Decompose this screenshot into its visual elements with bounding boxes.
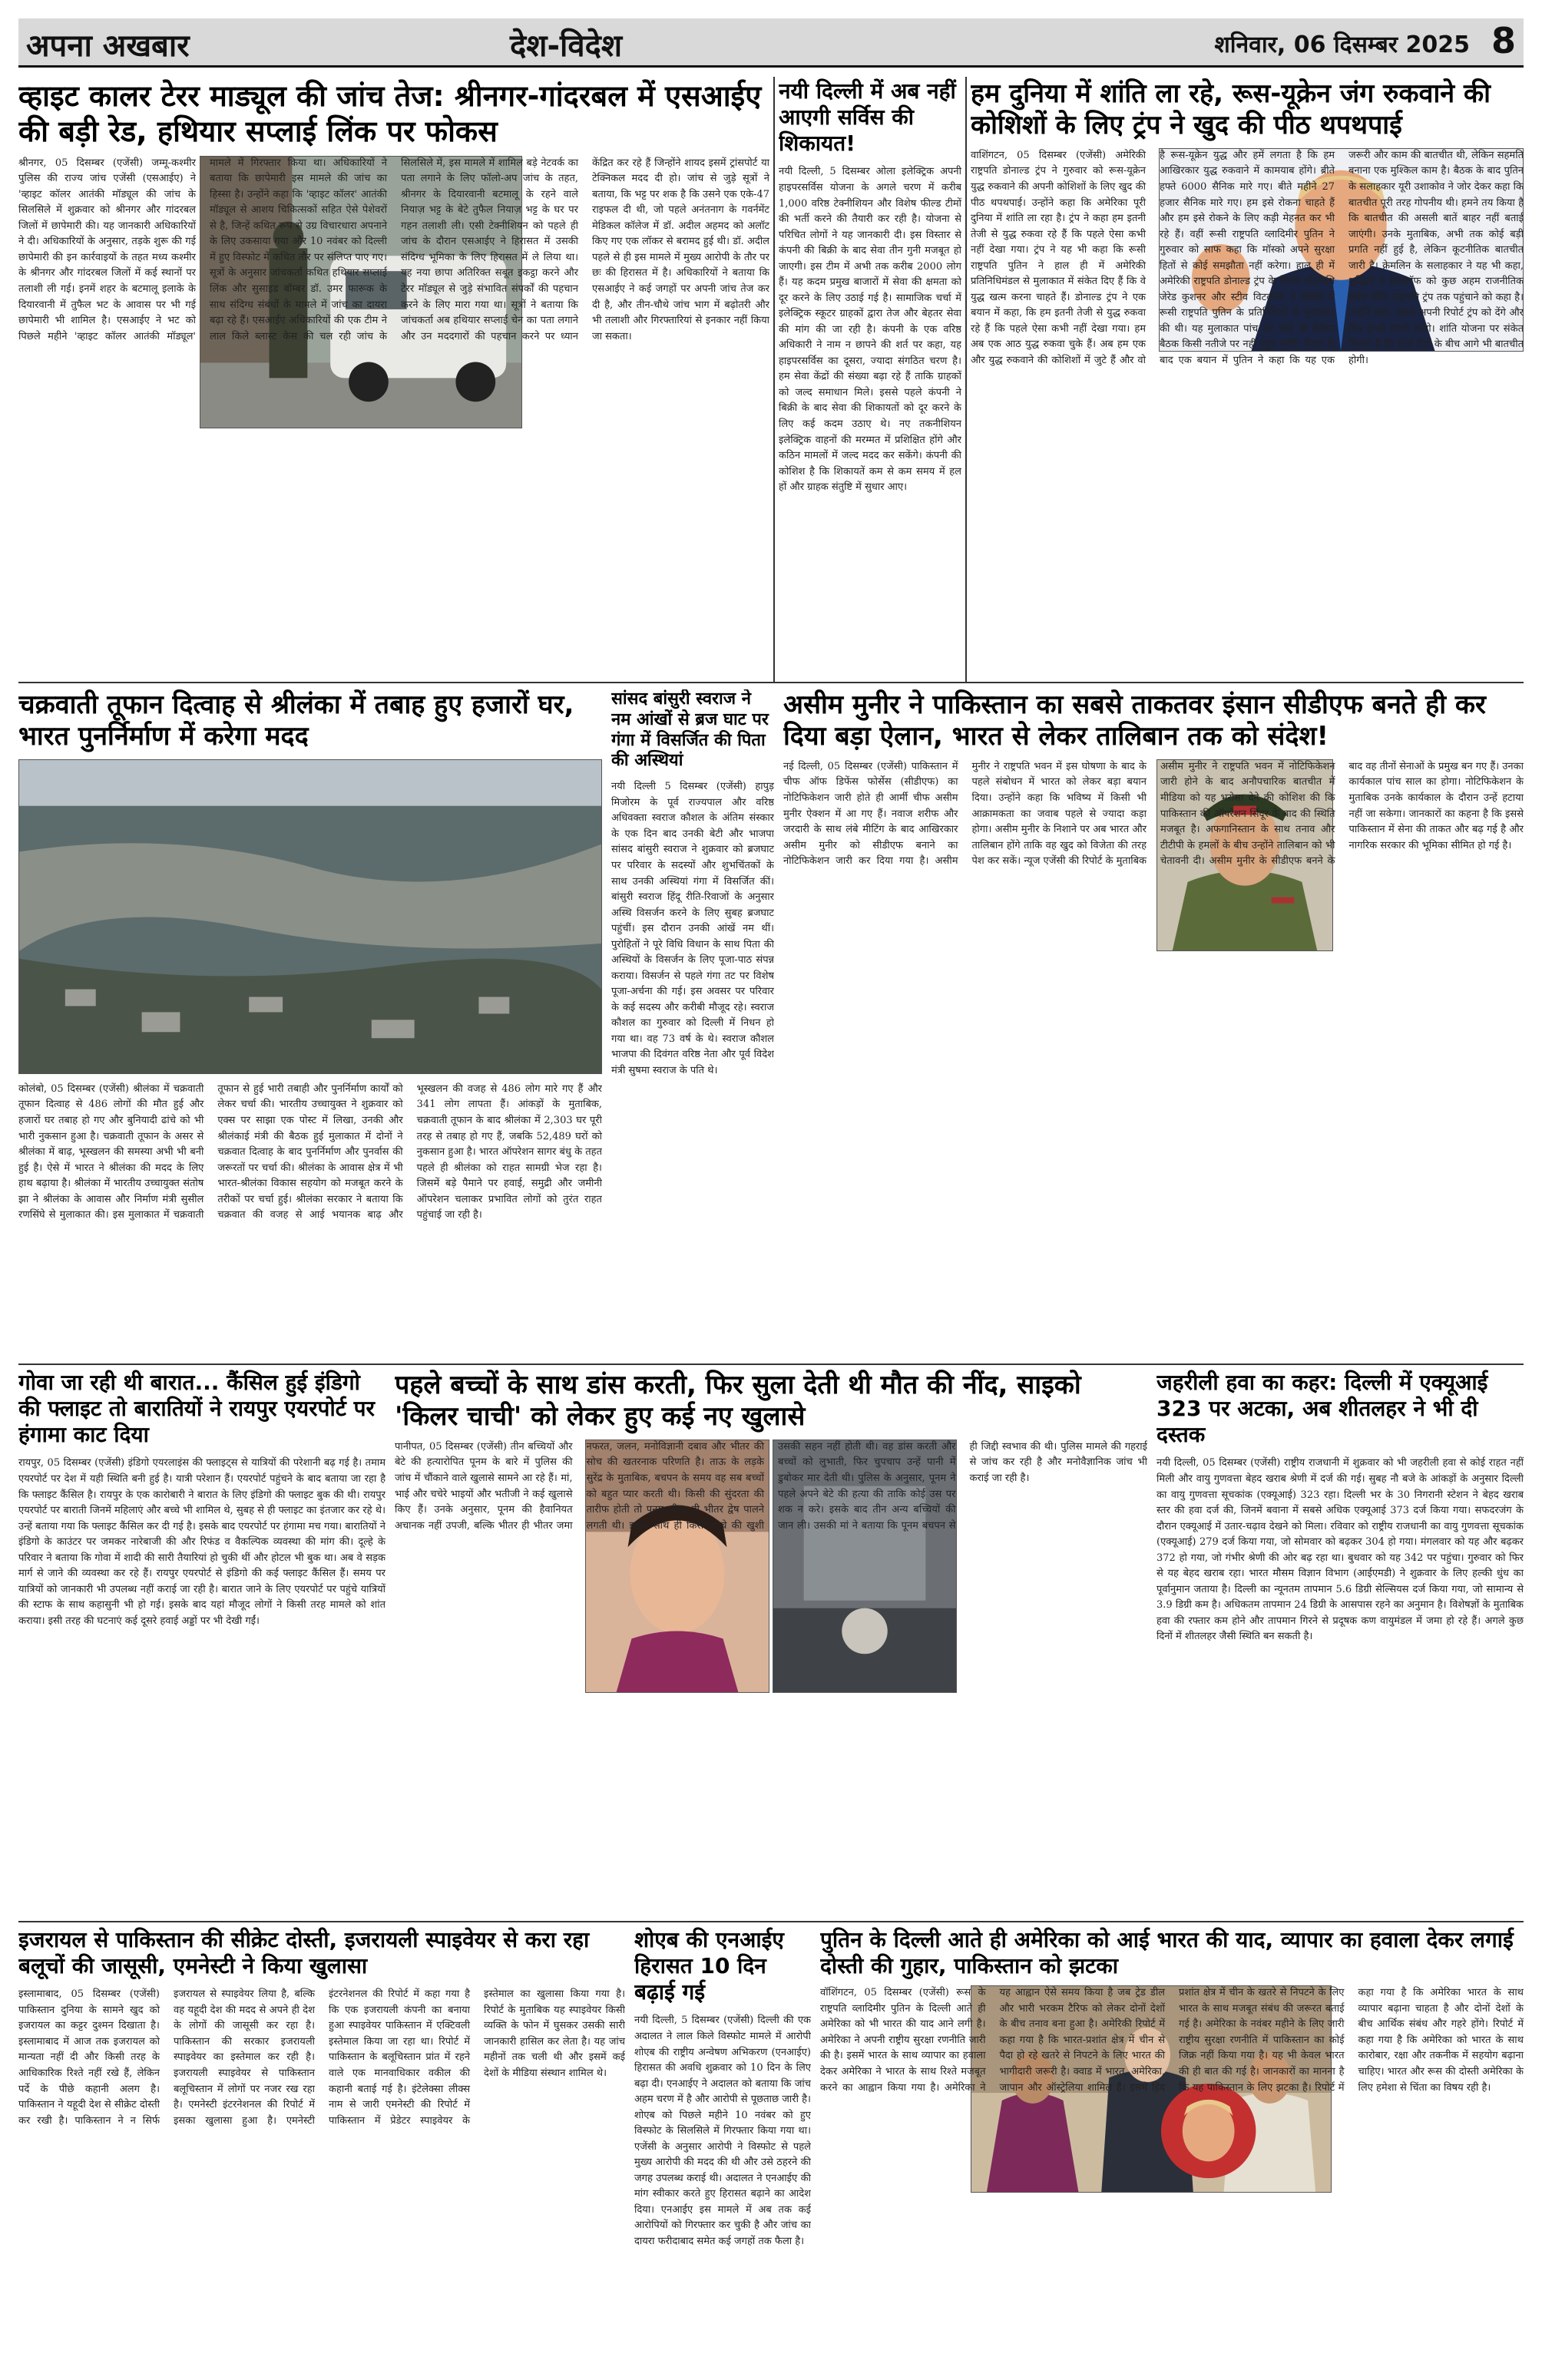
- story-srinagar-raid: [18, 78, 769, 677]
- divider: [773, 77, 775, 682]
- headline: नयी दिल्ली में अब नहीं आएगी सर्विस की शिकायत!: [779, 78, 956, 157]
- story-nia-custody: [634, 1927, 811, 2362]
- article-body: नयी दिल्ली, 5 दिसम्बर (एजेंसी) दिल्ली की एक अदालत ने लाल किले विस्फोट मामले में आरोपी शोएब की राष्ट्रीय अन्वेषण अभिकरण (एनआईए) हिरासत की अवधि शुक्रवार को 10 दिन के लिए बढ़ा दी। एनआईए ने अदालत को बताया कि जांच अहम चरण में है और आरोपी से पूछताछ जारी है। शोएब को पिछले महीने 10 नवंबर को हुए विस्फोट के सिलसिले में गिरफ्तार किया गया था। एजेंसी के अनुसार आरोपी ने विस्फोट से पहले मुख्य आरोपी की मदद की थी और उसे ठहरने की जगह उपलब्ध कराई थी। अदालत ने एनआईए की मांग स्वीकार करते हुए हिरासत बढ़ाने का आदेश दिया। एनआईए इस मामले में अब तक कई आरोपियों को गिरफ्तार कर चुकी है और जांच का दायरा फरीदाबाद समेत कई जगहों तक फैला है।: [634, 2015, 811, 2247]
- story-israel-pakistan-spyware: [18, 1927, 625, 2362]
- article-body: पानीपत, 05 दिसम्बर (एजेंसी) तीन बच्चियों और बेटे की हत्यारोपित पूनम के बारे में पुलिस की जांच में चौंकाने वाले खुलासे सामने आ रहे हैं। मां, भाई और चचेरे भाइयों और भतीजी ने कई खुलासे किए हैं। उनके अनुसार, पूनम की हैवानियत अचानक नहीं उपजी, बल्कि भीतर ही भीतर जमा नफरत, जलन, मनोविज्ञानी दबाव और भीतर की सोच की खतरनाक परिणति है। ताऊ के लड़के सुरेंद्र के मुताबिक, बचपन के समय वह सब बच्चों को बहुत प्यार करती थी। किसी की सुंदरता की तारीफ होती तो पूनम भीतर ही भीतर द्वेष पालने लगती थी। इसके साथ ही किसी बच्चे की खुशी उसकी सहन नहीं होती थी। वह डांस करती और बच्चों को लुभाती, फिर चुपचाप उन्हें पानी में डुबोकर मार देती थी। पुलिस के अनुसार, पूनम ने पहले अपने बेटे की हत्या की ताकि कोई उस पर शक न करे। इसके बाद तीन अन्य बच्चियों की जान ली। उसकी मां ने बताया कि पूनम बचपन से ही जिद्दी स्वभाव की थी। पुलिस मामले की गहराई से जांच कर रही है और मनोवैज्ञानिक जांच भी कराई जा रही है।: [395, 1440, 1147, 1532]
- article-body: नयी दिल्ली, 05 दिसम्बर (एजेंसी) राष्ट्रीय राजधानी में शुक्रवार को भी जहरीली हवा से कोई राहत नहीं मिली और वायु गुणवत्ता बेहद खराब श्रेणी में दर्ज की गई। सुबह नौ बजे के आंकड़ों के अनुसार दिल्ली का वायु गुणवत्ता सूचकांक (एक्यूआई) 323 रहा। दिल्ली भर के 30 निगरानी स्टेशन ने बेहद खराब स्तर की हवा दर्ज की, जिनमें बवाना में सबसे अधिक एक्यूआई 373 दर्ज किया गया। सफदरजंग के दौरान एक्यूआई में उतार-चढ़ाव देखने को मिला। रविवार को राष्ट्रीय राजधानी का वायु गुणवत्ता सूचकांक (एक्यूआई) 279 दर्ज किया गया, जो सोमवार को बढ़कर 304 हो गया। मंगलवार को यह और बढ़कर 372 हो गया, जो गंभीर श्रेणी की ओर बढ़ रहा था। बुधवार को यह 342 पर पहुंचा। गुरुवार को फिर से यह बेहद खराब रहा। भारत मौसम विज्ञान विभाग (आईएमडी) ने शुक्रवार के लिए हल्की धुंध का पूर्वानुमान जताया है। दिल्ली का न्यूनतम तापमान 5.6 डिग्री सेल्सियस दर्ज किया गया, जो सामान्य से 3.9 डिग्री कम है। अधिकतम तापमान 24 डिग्री के आसपास रहने का अनुमान है। विशेषज्ञों के मुताबिक हवा की रफ्तार कम होने और तापमान गिरने से प्रदूषक कण वायुमंडल में जमा हो रहे हैं। अगले कुछ दिनों में शीतलहर जैसी स्थिति बन सकती है।: [1156, 1457, 1524, 1643]
- headline: शोएब की एनआईए हिरासत 10 दिन बढ़ाई गई: [634, 1927, 784, 2005]
- story-indigo-baraat: [18, 1370, 386, 1915]
- article-body: नयी दिल्ली, 5 दिसम्बर ओला इलेक्ट्रिक अपनी हाइपरसर्विस योजना के अगले चरण में करीब 1,000 वरिष्ठ टेक्नीशियन और विशेष फील्ड टीमों की भर्ती करने की तैयारी कर रही है। योजना से परिचित लोगों ने यह जानकारी दी। इस विस्तार से कंपनी की बिक्री के बाद सेवा तीन गुनी मजबूत हो जाएगी। इस टीम में अभी तक करीब 2000 लोग हैं। यह कदम प्रमुख बाजारों में सेवा की क्षमता को दूर करने के लिए उठाई गई है। सामाजिक चर्चा में इलेक्ट्रिक स्कूटर ग्राहकों द्वारा तेज और बेहतर सेवा की मांग की जा रही है। कंपनी के एक वरिष्ठ अधिकारी ने नाम न छापने की शर्त पर कहा, यह हाइपरसर्विस का दूसरा, ज्यादा संगठित चरण है। हम सेवा केंद्रों की संख्या बढ़ा रहे हैं ताकि ग्राहकों को जल्द समाधान मिले। इससे पहले कंपनी ने बिक्री के बाद सेवा की शिकायतों को दूर करने के लिए कई कदम उठाए थे। नए तकनीशियन इलेक्ट्रिक वाहनों की मरम्मत में प्रशिक्षित होंगे और कठिन मामलों में जल्द मदद कर सकेंगे। कंपनी की कोशिश है कि शिकायतें कम से कम समय में हल हों और ग्राहक संतुष्टि में सुधार आए।: [779, 166, 961, 494]
- headline: इजरायल से पाकिस्तान की सीक्रेट दोस्ती, इजरायली स्पाइवेयर से करा रहा बलूचों की जासूसी, एमनेस्टी ने किया खुलासा: [18, 1927, 590, 1979]
- headline: हम दुनिया में शांति ला रहे, रूस-यूक्रेन जंग रुकवाने की कोशिशों के लिए ट्रंप ने खुद की पीठ थपथपाई: [971, 78, 1491, 141]
- story-trump-peace: [971, 78, 1524, 677]
- story-putin-us-india: [820, 1927, 1524, 2362]
- divider: [965, 77, 967, 682]
- article-body: श्रीनगर, 05 दिसम्बर (एजेंसी) जम्मू-कश्मीर पुलिस की राज्य जांच एजेंसी (एसआईए) ने 'व्हाइट कॉलर आतंकी मॉड्यूल की जांच के सिलसिले में शुक्रवार को श्रीनगर और गांदरबल जिलों में छापेमारी की। यह जानकारी अधिकारियों ने दी। अधिकारियों के अनुसार, तड़के शुरू की गई छापेमारी की इन कार्रवाइयों के तहत मध्य कश्मीर के श्रीनगर और गांदरबल जिलों में कई स्थानों पर तलाशी ली गई। इनमें शहर के बटमालू इलाके के दियारवानी में तुफैल भट के आवास पर भी गई छापेमारी भी शामिल है। एसआईए ने भट को पिछले महीने 'व्हाइट कॉलर आतंकी मॉड्यूल' मामले में गिरफ्तार किया था। अधिकारियों ने बताया कि छापेमारी इस मामले की जांच का हिस्सा है। उन्होंने कहा कि 'व्हाइट कॉलर' आतंकी मॉड्यूल से आशय चिकित्सकों सहित ऐसे पेशेवरों से है, जिन्हें कथित रूप से उग्र विचारधारा अपनाने के लिए उकसाया गया और 10 नवंबर को दिल्ली में हुए विस्फोट में कथित तौर पर संलिप्त पाए गए। सूत्रों के अनुसार जांचकर्ता कथित हथियार सप्लाई लिंक और सुसाइड बॉम्बर डॉ. उमर फारूक के साथ संदिग्ध संबंधों के मामले में जांच का दायरा बढ़ा रहे हैं। एसआईए अधिकारियों की एक टीम ने लाल किले ब्लास्ट केस की चल रही जांच के सिलसिले में, इस मामले में शामिल बड़े नेटवर्क का पता लगाने के लिए फॉलो-अप जांच के तहत, श्रीनगर के दियारवानी बटमालू के रहने वाले नियाज़ भट्ट के बेटे तुफैल नियाज़ भट्ट के घर पर गहन तलाशी ली। एसी टेक्नीशियन को पहले ही जांच के दौरान एसआईए ने हिरासत में उसकी संदिग्ध भूमिका के लिए हिरासत में ले लिया था। यह नया छापा अतिरिक्त सबूत इकट्ठा करने और टेरर मॉड्यूल से जुड़े संभावित संपर्कों की पहचान करने के लिए मारा गया था। सूत्रों ने बताया कि जांचकर्ता अब हथियार सप्लाई चेन का पता लगाने और उन मददगारों की पहचान करने पर ध्यान केंद्रित कर रहे हैं जिन्होंने शायद इसमें ट्रांसपोर्ट या टेक्निकल मदद दी हो। जांच से जुड़े सूत्रों ने बताया, कि भट्ट पर शक है कि उसने एक एके-47 राइफल दी थी, जो पहले अनंतनाग के गवर्नमेंट मेडिकल कॉलेज में डॉ. अदील अहमद को अलॉट किए गए एक लॉकर से बरामद हुई थी। डॉ. अदील पहले से ही इस मामले में मुख्य आरोपी के तौर पर छः की हिरासत में है। अधिकारियों ने बताया कि एसआईए ने कई जगहों पर अपनी जांच तेज कर दी है, और तीन-चौथे जांच भाग में बढ़ोतरी और भी तलाशी और गिरफ्तारियां से इनकार नहीं किया जा सकता।: [18, 157, 769, 342]
- article-body: वाशिंगटन, 05 दिसम्बर (एजेंसी) अमेरिकी राष्ट्रपति डोनाल्ड ट्रंप ने गुरुवार को रूस-यूक्रेन युद्ध रुकवाने की अपनी कोशिशों के लिए खुद की पीठ थपथपाई। उन्होंने कहा कि अमेरिका पूरी दुनिया में शांति ला रहा है। ट्रंप ने कहा हम इतनी तेजी से युद्ध रुकवा रहे हैं कि पहले ऐसा कभी नहीं देखा गया। ट्रंप ने यह भी कहा कि रूसी राष्ट्रपति पुतिन ने हाल ही में अमेरिकी प्रतिनिधिमंडल से मुलाकात में संकेत दिए हैं कि वे युद्ध खत्म करना चाहते हैं। डोनाल्ड ट्रंप ने एक बयान में कहा, कि हम इतनी तेजी से युद्ध रुकवा रहे हैं कि पहले ऐसा कभी नहीं देखा गया। हम अब एक आठ युद्ध रुकवा चुके हैं। अब हम एक और युद्ध रुकवाने की कोशिशों में जुटे हैं और वो है रूस-यूक्रेन युद्ध और हमें लगता है कि हम आखिरकार युद्ध रुकवाने में कामयाब होंगे। ब्रीते हफ्ते 6000 सैनिक मारे गए। बीते महीने 27 हजार सैनिक मारे गए। हम इसे रोकना चाहते हैं और हम इसे रोकने के लिए कड़ी मेहनत कर भी रहे हैं। वहीं रूसी राष्ट्रपति व्लादिमीर पुतिन ने गुरुवार को साफ कहा कि मॉस्को अपने सुरक्षा हितों से कोई समझौता नहीं करेगा। हाल ही में अमेरिकी राष्ट्रपति डोनाल्ड ट्रंप के विशेष प्रतिनिधि जेरेड कुशनर और स्टीव विटकॉफ ने मॉस्को में रूसी राष्ट्रपति पुतिन के प्रतिनिधियों से मुलाकात की थी। यह मुलाकात पांच घंटे चली थी लेकिन बैठक किसी नतीजे पर नहीं पहुंच सकी। बैठक के बाद एक बयान में पुतिन ने कहा कि यह एक जरूरी और काम की बातचीत थी, लेकिन सहमति बनाना एक मुश्किल काम है। बैठक के बाद पुतिन के सलाहकार यूरी उशाकोव ने जोर देकर कहा कि बातचीत पूरी तरह गोपनीय थी। हमने तय किया है कि बातचीत की असली बातें बाहर नहीं बताई जाएंगी। उनके मुताबिक, अभी तक कोई बड़ी प्रगति नहीं हुई है, लेकिन कूटनीतिक बातचीत जारी है। क्रेमलिन के सलाहकार ने यह भी कहा, शुद्धिता ने विटकॉफ को कुछ अहम राजनीतिक संदेश सौंपे। राष्ट्रपति ट्रंप तक पहुंचाने को कहा है। उन्होंने कहा, सबसे अपनी रिपोर्ट ट्रंप को देंगे और फिर हमसे संपर्क करेंगे। शांति योजना पर संकेत मिलता है कि दोनों देशों के बीच आगे भी बातचीत होगी।: [971, 149, 1524, 366]
- divider: [18, 682, 1524, 683]
- article-body: इस्लामाबाद, 05 दिसम्बर (एजेंसी) पाकिस्तान दुनिया के सामने खुद को इजरायल का कट्टर दुश्मन दिखाता है। इस्लामाबाद में आज तक इजरायल को मान्यता नहीं दी और किसी तरह के आधिकारिक रिश्ते नहीं रखे हैं, लेकिन पर्दे के पीछे कहानी अलग है। पाकिस्तान ने यहूदी देश से सीक्रेट दोस्ती कर रखी है। पाकिस्तान ने न सिर्फ इजरायल से स्पाइवेयर लिया है, बल्कि वह यहूदी देश की मदद से अपने ही देश के लोगों की जासूसी कर रहा है। पाकिस्तान की सरकार इजरायली स्पाइवेयर का इस्तेमाल कर रही है। इजरायली स्पाइवेयर से पाकिस्तान बलूचिस्तान में लोगों पर नजर रख रहा है। एमनेस्टी इंटरनेशनल की रिपोर्ट में इसका खुलासा हुआ है। एमनेस्टी इंटरनेशनल की रिपोर्ट में कहा गया है कि एक इजरायली कंपनी का बनाया हुआ स्पाइवेयर पाकिस्तान में एक्टिवली इस्तेमाल किया जा रहा था। रिपोर्ट में पाकिस्तान के बलूचिस्तान प्रांत में रहने वाले एक मानवाधिकार वकील की कहानी बताई गई है। इंटेलेक्सा लीक्स नाम से जारी एमनेस्टी की रिपोर्ट में पाकिस्तान में प्रेडेटर स्पाइवेयर के इस्तेमाल का खुलासा किया गया है। रिपोर्ट के मुताबिक यह स्पाइवेयर किसी व्यक्ति के फोन में घुसकर उसकी सारी जानकारी हासिल कर लेता है। यह जांच महीनों तक चली थी और इसमें कई देशों के मीडिया संस्थान शामिल थे।: [18, 1988, 625, 2127]
- story-killer-chachi: [395, 1370, 1147, 1915]
- article-body: नई दिल्ली, 05 दिसम्बर (एजेंसी) पाकिस्तान में चीफ ऑफ डिफेंस फोर्सेस (सीडीएफ) का नोटिफिकेशन जारी होते ही आर्मी चीफ असीम मुनीर ऐक्शन में आ गए हैं। नवाज शरीफ और जरदारी के साथ लंबे मीटिंग के बाद आखिरकार असीम मुनीर को सीडीएफ बनाने का नोटिफिकेशन जारी कर दिया गया है। असीम मुनीर ने राष्ट्रपति भवन में इस घोषणा के बाद के पहले संबोधन में भारत को लेकर बड़ा बयान दिया। उन्होंने कहा कि भविष्य में किसी भी आक्रामकता का जवाब पहले से ज्यादा कड़ा होगा। असीम मुनीर के निशाने पर अब भारत और तालिबान होंगे ताकि वह खुद को विजेता की तरह पेश कर सकें। न्यूज एजेंसी की रिपोर्ट के मुताबिक असीम मुनीर ने राष्ट्रपति भवन में नोटिफिकेशन जारी होने के बाद अनौपचारिक बातचीत में मीडिया को यह भरोसा देने की कोशिश की कि पाकिस्तान की ऑपरेशन सिंदूर के बाद की स्थिति मजबूत है। अफगानिस्तान के साथ तनाव और टीटीपी के हमलों के बीच उन्होंने तालिबान को भी चेतावनी दी। असीम मुनीर के सीडीएफ बनने के बाद वह तीनों सेनाओं के प्रमुख बन गए हैं। उनका कार्यकाल पांच साल का होगा। नोटिफिकेशन के मुताबिक उनके कार्यकाल के दौरान उन्हें हटाया नहीं जा सकेगा। जानकारों का कहना है कि इससे पाकिस्तान में सेना की ताकत और बढ़ गई है और नागरिक सरकार की भूमिका सीमित हो गई है।: [783, 760, 1524, 868]
- headline: चक्रवाती तूफान दित्वाह से श्रीलंका में तबाह हुए हजारों घर, भारत पुनर्निर्माण में करेगा मदद: [18, 689, 574, 752]
- story-bansuri-swaraj: [611, 689, 774, 1357]
- article-body: रायपुर, 05 दिसम्बर (एजेंसी) इंडिगो एयरलाइंस की फ्लाइट्स से यात्रियों की परेशानी बढ़ गई है। तमाम एयरपोर्ट पर देश में यही स्थिति बनी हुई है। यात्री परेशान हैं। एयरपोर्ट पहुंचने के बाद बताया जा रहा है कि फ्लाइट कैंसिल है। रायपुर के एक कारोबारी ने बारात के लिए इंडिगो की फ्लाइट बुक की थी। रायपुर एयरपोर्ट पर बाराती जिनमें महिलाएं और बच्चे भी शामिल थे, सुबह से ही फ्लाइट का इंतजार कर रहे थे। उन्हें बताया गया कि फ्लाइट कैंसिल कर दी गई है। इसके बाद एयरपोर्ट पर हंगामा मच गया। बारातियों ने इंडिगो के काउंटर पर जमकर नारेबाजी की और रिफंड व वैकल्पिक व्यवस्था की मांग की। दूल्हे के परिवार ने बताया कि गोवा में शादी की सारी तैयारियां हो चुकी थीं और होटल भी बुक था। अब वे सड़क मार्ग से जाने की व्यवस्था कर रहे हैं। रायपुर एयरपोर्ट से इंडिगो की कई फ्लाइट कैंसिल हैं। समय पर यात्रियों को जानकारी भी उपलब्ध नहीं कराई जा रही है। बारात जाने के लिए एयरपोर्ट पर पहुंचे यात्रियों की स्टाफ के साथ कहासुनी भी हो गई। इसके बाद यहां मौजूद लोगों ने किसी तरह मामले को शांत कराया। इसी तरह की घटनाएं कई दूसरे हवाई अड्डों पर भी देखी गईं।: [18, 1457, 386, 1627]
- divider: [18, 1921, 1524, 1922]
- article-body: कोलंबो, 05 दिसम्बर (एजेंसी) श्रीलंका में चक्रवाती तूफान दित्वाह से 486 लोगों की मौत हुई और हजारों घर तबाह हो गए और बुनियादी ढांचे को भी भारी नुकसान हुआ है। चक्रवाती तूफान के असर से श्रीलंका में बाढ़, भूस्खलन की समस्या अभी भी बनी हुई है। ऐसे में भारत ने श्रीलंका की मदद के लिए हाथ बढ़ाया है। श्रीलंका में भारतीय उच्चायुक्त संतोष झा ने श्रीलंका के आवास और निर्माण मंत्री सुसील रणसिंघे से मुलाकात की। इस मुलाकात में चक्रवाती तूफान से हुई भारी तबाही और पुनर्निर्माण कार्यों को लेकर चर्चा की। भारतीय उच्चायुक्त ने शुक्रवार को एक्स पर साझा एक पोस्ट में लिखा, उनकी और श्रीलंकाई मंत्री की बैठक हुई मुलाकात में दोनों ने चक्रवात दित्वाह के बाद पुनर्निर्माण और पुनर्वास की जरूरतों पर चर्चा की। श्रीलंका के आवास क्षेत्र में भी भारत-श्रीलंका विकास सहयोग को मजबूत करने के तरीकों पर चर्चा हुई। श्रीलंका सरकार ने बताया कि चक्रवात की वजह से आई भयानक बाढ़ और भूस्खलन की वजह से 486 लोग मारे गए हैं और 341 लोग लापता हैं। आंकड़ों के मुताबिक, चक्रवाती तूफान के बाद श्रीलंका में 2,303 घर पूरी तरह से तबाह हो गए हैं, जबकि 52,489 घरों को नुकसान हुआ है। भारत ऑपरेशन सागर बंधु के तहत पहले ही श्रीलंका को राहत सामग्री भेज रहा है। जिसमें बड़े पैमाने पर हवाई, समुद्री और जमीनी ऑपरेशन चलाकर प्रभावित लोगों को तुरंत राहत पहुंचाई जा रही है।: [18, 1083, 602, 1221]
- story-delhi-aqi: [1156, 1370, 1524, 1915]
- photo-flood-aerial: [18, 759, 602, 1074]
- story-srilanka-cyclone: [18, 689, 602, 1357]
- issue-date: शनिवार, 06 दिसम्बर 2025: [1214, 31, 1470, 58]
- page-number: 8: [1491, 20, 1516, 61]
- headline: सांसद बांसुरी स्वराज ने नम आंखों से ब्रज घाट पर गंगा में विसर्जित की पिता की अस्थियां: [611, 689, 769, 771]
- article-body: नयी दिल्ली 5 दिसम्बर (एजेंसी) हापुड़ मिजोरम के पूर्व राज्यपाल और वरिष्ठ अधिवक्ता स्वराज कौशल के अंतिम संस्कार के एक दिन बाद उनकी बेटी और भाजपा सांसद बांसुरी स्वराज ने शुक्रवार को ब्रजघाट पर परिवार के सदस्यों और शुभचिंतकों के साथ उनकी अस्थियां गंगा में विसर्जित कीं। बांसुरी स्वराज हिंदू रीति-रिवाजों के अनुसार अस्थि विसर्जन करने के लिए सुबह ब्रजघाट पहुंचीं। इस दौरान उनकी आंखें नम थीं। पुरोहितों ने पूरे विधि विधान के साथ पिता की अस्थियों के विसर्जन के लिए पूजा-पाठ संपन्न कराया। विसर्जन से पहले गंगा तट पर विशेष पूजा-अर्चना की गई। इस अवसर पर परिवार के कई सदस्य और करीबी मौजूद रहे। स्वराज कौशल का गुरुवार को दिल्ली में निधन हो गया था। वह 73 वर्ष के थे। स्वराज कौशल भाजपा की दिवंगत वरिष्ठ नेता और पूर्व विदेश मंत्री सुषमा स्वराज के पति थे।: [611, 781, 774, 1076]
- masthead: [18, 18, 1524, 68]
- divider: [18, 1364, 1524, 1365]
- story-ola-service: [779, 78, 961, 677]
- headline: व्हाइट कालर टेरर माड्यूल की जांच तेज: श्रीनगर-गांदरबल में एसआईए की बड़ी रेड, हथियार सप्लाई लिंक पर फोकस: [18, 79, 762, 149]
- paper-name: अपना अखबार: [26, 28, 190, 64]
- headline: जहरीली हवा का कहर: दिल्ली में एक्यूआई 323 पर अटका, अब शीतलहर ने भी दी दस्तक: [1156, 1370, 1488, 1448]
- section-title: देश-विदेश: [510, 28, 623, 64]
- headline: पहले बच्चों के साथ डांस करती, फिर सुला देती थी मौत की नींद, साइको 'किलर चाची' को लेकर हुए कई नए खुलासे: [395, 1370, 1081, 1433]
- headline: पुतिन के दिल्ली आते ही अमेरिका को आई भारत की याद, व्यापार का हवाला देकर लगाई दोस्ती की गुहार, पाकिस्तान को झटका: [820, 1927, 1514, 1979]
- article-body: वॉशिंगटन, 05 दिसम्बर (एजेंसी) रूस के राष्ट्रपति व्लादिमीर पुतिन के दिल्ली आते ही अमेरिका को भी भारत की याद आने लगी है। अमेरिका ने अपनी राष्ट्रीय सुरक्षा रणनीति जारी की है। इसमें भारत के साथ व्यापार का हवाला देकर अमेरिका ने भारत के साथ रिश्ते मजबूत करने का आह्वान किया गया है। अमेरिका ने यह आह्वान ऐसे समय किया है जब ट्रेड डील और भारी भरकम टैरिफ को लेकर दोनों देशों के बीच तनाव बना हुआ है। अमेरिकी रिपोर्ट में कहा गया है कि भारत-प्रशांत क्षेत्र में चीन से पैदा हो रहे खतरे से निपटने के लिए भारत की भागीदारी जरूरी है। क्वाड में भारत, अमेरिका, जापान और ऑस्ट्रेलिया शामिल हैं। इसमें हिंद प्रशांत क्षेत्र में चीन के खतरे से निपटने के लिए भारत के साथ मजबूत संबंध की जरूरत बताई गई है। अमेरिका के नवंबर महीने के लिए जारी राष्ट्रीय सुरक्षा रणनीति में पाकिस्तान का कोई जिक्र नहीं किया गया है। यह भी केवल भारत की ही बात की गई है। जानकारों का मानना है कि यह पाकिस्तान के लिए झटका है। रिपोर्ट में कहा गया है कि अमेरिका भारत के साथ व्यापार बढ़ाना चाहता है और दोनों देशों के बीच आर्थिक संबंध और गहरे होंगे। रिपोर्ट में कहा गया है कि अमेरिका को भारत के साथ कारोबार, रक्षा और तकनीक में सहयोग बढ़ाना चाहिए। भारत और रूस की दोस्ती अमेरिका के लिए हमेशा से चिंता का विषय रही है।: [820, 1987, 1524, 2094]
- headline: गोवा जा रही थी बारात... कैंसिल हुई इंडिगो की फ्लाइट तो बारातियों ने रायपुर एयरपोर्ट पर हंगामा काट दिया: [18, 1370, 375, 1448]
- headline: असीम मुनीर ने पाकिस्तान का सबसे ताकतवर इंसान सीडीएफ बनते ही कर दिया बड़ा ऐलान, भारत से लेकर तालिबान तक को संदेश!: [783, 689, 1486, 752]
- story-asim-munir: [783, 689, 1524, 1357]
